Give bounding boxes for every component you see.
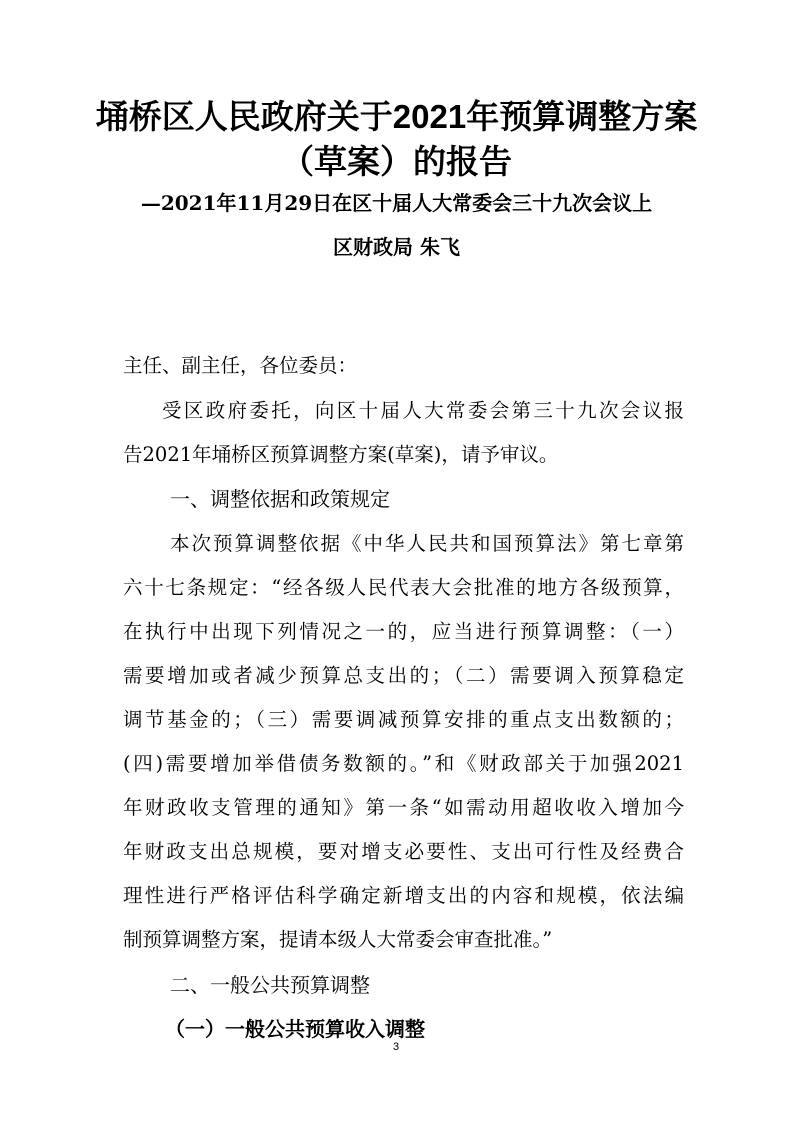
section-1-line-1: 本次预算调整依据《中华人民共和国预算法》第七章第 [170,532,684,555]
section-2-heading: 二、一般公共预算调整 [170,973,370,997]
salutation: 主任、副主任，各位委员： [123,354,358,377]
intro-line-2: 告2021年埇桥区预算调整方案(草案)，请予审议。 [123,443,559,466]
section-1-heading: 一、调整依据和政策规定 [170,487,390,511]
section-1-line-8: 年财政支出总规模，要对增支必要性、支出可行性及经费合 [123,840,684,863]
document-subtitle-meeting: —2021年11月29日在区十届人大常委会三十九次会议上 [140,191,653,215]
document-title-line-2: （草案）的报告 [281,143,512,180]
section-1-line-2: 六十七条规定：“经各级人民代表大会批准的地方各级预算， [123,576,684,599]
document-subtitle-author: 区财政局 朱飞 [333,235,460,259]
section-1-line-7: 年财政收支管理的通知》第一条“如需动用超收收入增加今 [123,796,684,819]
intro-line-1: 受区政府委托，向区十届人大常委会第三十九次会议报 [162,399,684,422]
section-1-line-4: 需要增加或者减少预算总支出的；（二）需要调入预算稳定 [123,664,684,687]
section-2-subheading: （一）一般公共预算收入调整 [165,1017,425,1041]
section-1-line-5: 调节基金的；（三）需要调减预算安排的重点支出数额的； [123,708,684,731]
section-1-line-10: 制预算调整方案，提请本级人大常委会审查批准。” [123,928,553,951]
page-number: 3 [392,1041,400,1053]
section-1-line-3: 在执行中出现下列情况之一的，应当进行预算调整：（一） [123,620,684,643]
section-1-line-9: 理性进行严格评估科学确定新增支出的内容和规模，依法编 [123,884,684,907]
document-title-line-1: 埇桥区人民政府关于2021年预算调整方案 [95,98,698,135]
section-1-line-6: (四)需要增加举借债务数额的。”和《财政部关于加强2021 [123,752,684,775]
